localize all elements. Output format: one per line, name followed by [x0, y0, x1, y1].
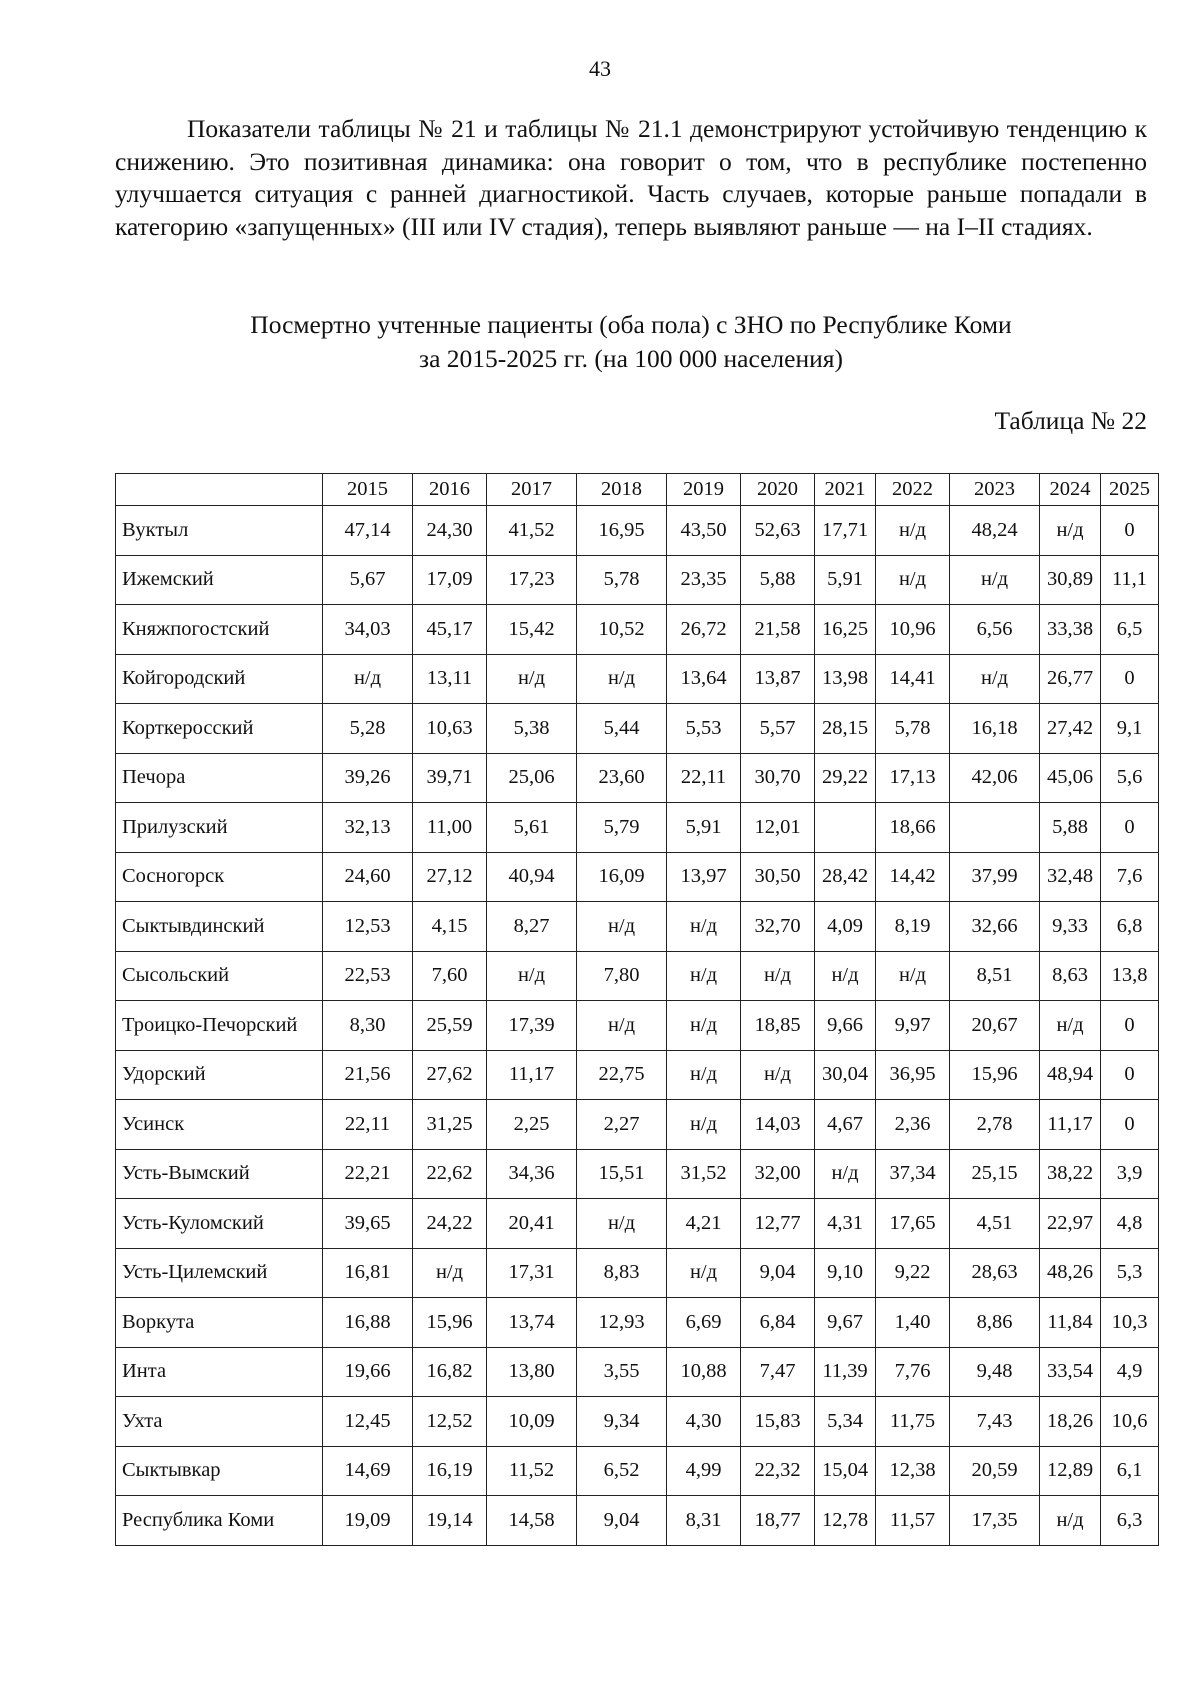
- value-cell: 11,57: [876, 1496, 950, 1546]
- value-cell: 41,52: [487, 506, 577, 556]
- value-cell: 9,34: [577, 1397, 667, 1447]
- value-cell: 26,77: [1040, 654, 1101, 704]
- value-cell: 11,00: [413, 803, 487, 853]
- value-cell: 7,76: [876, 1347, 950, 1397]
- value-cell: 37,99: [950, 852, 1040, 902]
- value-cell: 13,80: [487, 1347, 577, 1397]
- value-cell: 5,91: [667, 803, 741, 853]
- value-cell: 14,42: [876, 852, 950, 902]
- table-row: [116, 753, 1159, 803]
- value-cell: 34,03: [323, 605, 413, 655]
- value-cell: 15,51: [577, 1149, 667, 1199]
- region-name-cell: Республика Коми: [116, 1496, 323, 1546]
- value-cell: н/д: [667, 1050, 741, 1100]
- value-cell: 7,60: [413, 951, 487, 1001]
- value-cell: 45,17: [413, 605, 487, 655]
- header-cell-year: 2022: [876, 474, 950, 506]
- value-cell: 17,23: [487, 555, 577, 605]
- value-cell: 9,10: [815, 1248, 876, 1298]
- value-cell: 0: [1101, 654, 1159, 704]
- value-cell: 11,52: [487, 1446, 577, 1496]
- value-cell: 25,06: [487, 753, 577, 803]
- value-cell: 7,43: [950, 1397, 1040, 1447]
- value-cell: н/д: [577, 1001, 667, 1051]
- region-name-cell: Княжпогостский: [116, 605, 323, 655]
- table-row: [116, 852, 1159, 902]
- value-cell: 5,57: [741, 704, 815, 754]
- value-cell: 9,67: [815, 1298, 876, 1348]
- header-cell-year: 2021: [815, 474, 876, 506]
- value-cell: 16,81: [323, 1248, 413, 1298]
- value-cell: 48,26: [1040, 1248, 1101, 1298]
- value-cell: н/д: [577, 902, 667, 952]
- value-cell: 6,8: [1101, 902, 1159, 952]
- value-cell: 22,21: [323, 1149, 413, 1199]
- value-cell: 47,14: [323, 506, 413, 556]
- value-cell: 9,22: [876, 1248, 950, 1298]
- value-cell: 15,42: [487, 605, 577, 655]
- value-cell: 11,39: [815, 1347, 876, 1397]
- value-cell: 18,66: [876, 803, 950, 853]
- value-cell: 25,59: [413, 1001, 487, 1051]
- value-cell: 38,22: [1040, 1149, 1101, 1199]
- value-cell: н/д: [876, 555, 950, 605]
- value-cell: 4,9: [1101, 1347, 1159, 1397]
- value-cell: 9,97: [876, 1001, 950, 1051]
- region-name-cell: Койгородский: [116, 654, 323, 704]
- value-cell: 17,13: [876, 753, 950, 803]
- value-cell: 8,51: [950, 951, 1040, 1001]
- value-cell: 11,1: [1101, 555, 1159, 605]
- value-cell: 8,31: [667, 1496, 741, 1546]
- value-cell: 5,88: [741, 555, 815, 605]
- table-row: [116, 1050, 1159, 1100]
- value-cell: 4,09: [815, 902, 876, 952]
- value-cell: н/д: [1040, 1496, 1101, 1546]
- value-cell: 27,62: [413, 1050, 487, 1100]
- value-cell: 16,09: [577, 852, 667, 902]
- value-cell: н/д: [667, 951, 741, 1001]
- value-cell: 16,88: [323, 1298, 413, 1348]
- value-cell: 39,65: [323, 1199, 413, 1249]
- value-cell: 29,22: [815, 753, 876, 803]
- value-cell: 12,78: [815, 1496, 876, 1546]
- value-cell: 3,55: [577, 1347, 667, 1397]
- region-name-cell: Удорский: [116, 1050, 323, 1100]
- value-cell: 20,59: [950, 1446, 1040, 1496]
- value-cell: 42,06: [950, 753, 1040, 803]
- value-cell: 9,48: [950, 1347, 1040, 1397]
- value-cell: 21,56: [323, 1050, 413, 1100]
- value-cell: 18,85: [741, 1001, 815, 1051]
- table-row: [116, 951, 1159, 1001]
- value-cell: 52,63: [741, 506, 815, 556]
- table-row: [116, 555, 1159, 605]
- region-name-cell: Сыктывдинский: [116, 902, 323, 952]
- value-cell: 6,52: [577, 1446, 667, 1496]
- value-cell: 6,69: [667, 1298, 741, 1348]
- value-cell: 8,30: [323, 1001, 413, 1051]
- value-cell: 5,79: [577, 803, 667, 853]
- region-name-cell: Воркута: [116, 1298, 323, 1348]
- value-cell: 14,69: [323, 1446, 413, 1496]
- value-cell: 13,97: [667, 852, 741, 902]
- table-row: [116, 902, 1159, 952]
- header-cell-year: 2024: [1040, 474, 1101, 506]
- value-cell: 13,8: [1101, 951, 1159, 1001]
- value-cell: 10,6: [1101, 1397, 1159, 1447]
- value-cell: 5,44: [577, 704, 667, 754]
- table-title: [0, 308, 1200, 376]
- value-cell: н/д: [667, 1100, 741, 1150]
- value-cell: н/д: [487, 951, 577, 1001]
- value-cell: 16,18: [950, 704, 1040, 754]
- table-row: [116, 1248, 1159, 1298]
- value-cell: 14,41: [876, 654, 950, 704]
- value-cell: 18,26: [1040, 1397, 1101, 1447]
- value-cell: 17,09: [413, 555, 487, 605]
- value-cell: 32,70: [741, 902, 815, 952]
- value-cell: 32,00: [741, 1149, 815, 1199]
- region-name-cell: Усть-Вымский: [116, 1149, 323, 1199]
- value-cell: 27,12: [413, 852, 487, 902]
- value-cell: н/д: [667, 1248, 741, 1298]
- value-cell: 19,14: [413, 1496, 487, 1546]
- value-cell: 27,42: [1040, 704, 1101, 754]
- value-cell: 43,50: [667, 506, 741, 556]
- region-name-cell: Троицко-Печорский: [116, 1001, 323, 1051]
- value-cell: н/д: [667, 902, 741, 952]
- value-cell: 40,94: [487, 852, 577, 902]
- value-cell: 8,63: [1040, 951, 1101, 1001]
- page-number: 43: [589, 56, 611, 81]
- value-cell: 11,17: [487, 1050, 577, 1100]
- value-cell: н/д: [741, 1050, 815, 1100]
- value-cell: 14,58: [487, 1496, 577, 1546]
- value-cell: 8,86: [950, 1298, 1040, 1348]
- value-cell: 6,1: [1101, 1446, 1159, 1496]
- header-cell-year: 2023: [950, 474, 1040, 506]
- value-cell: 2,25: [487, 1100, 577, 1150]
- header-cell-year: 2018: [577, 474, 667, 506]
- value-cell: н/д: [577, 1199, 667, 1249]
- value-cell: 4,15: [413, 902, 487, 952]
- value-cell: 19,09: [323, 1496, 413, 1546]
- value-cell: 23,35: [667, 555, 741, 605]
- value-cell: н/д: [950, 555, 1040, 605]
- table-row: [116, 704, 1159, 754]
- value-cell: 28,63: [950, 1248, 1040, 1298]
- value-cell: н/д: [1040, 506, 1101, 556]
- value-cell: н/д: [876, 951, 950, 1001]
- value-cell: 5,34: [815, 1397, 876, 1447]
- value-cell: [815, 803, 876, 853]
- value-cell: н/д: [876, 506, 950, 556]
- table-title-line-2: за 2015-2025 гг. (на 100 000 населения): [419, 344, 843, 373]
- value-cell: 0: [1101, 803, 1159, 853]
- value-cell: 12,77: [741, 1199, 815, 1249]
- table-row: [116, 605, 1159, 655]
- table-header-row: [116, 474, 1159, 506]
- value-cell: 10,88: [667, 1347, 741, 1397]
- region-name-cell: Сосногорск: [116, 852, 323, 902]
- table-row: [116, 1496, 1159, 1546]
- value-cell: 2,36: [876, 1100, 950, 1150]
- value-cell: 11,84: [1040, 1298, 1101, 1348]
- value-cell: 19,66: [323, 1347, 413, 1397]
- value-cell: 13,11: [413, 654, 487, 704]
- value-cell: 48,24: [950, 506, 1040, 556]
- value-cell: 11,75: [876, 1397, 950, 1447]
- table-row: [116, 1446, 1159, 1496]
- value-cell: н/д: [815, 951, 876, 1001]
- value-cell: 15,96: [950, 1050, 1040, 1100]
- value-cell: [950, 803, 1040, 853]
- table-row: [116, 654, 1159, 704]
- value-cell: 3,9: [1101, 1149, 1159, 1199]
- value-cell: 4,67: [815, 1100, 876, 1150]
- value-cell: 18,77: [741, 1496, 815, 1546]
- header-cell-year: 2025: [1101, 474, 1159, 506]
- value-cell: 5,6: [1101, 753, 1159, 803]
- value-cell: 0: [1101, 506, 1159, 556]
- value-cell: 22,75: [577, 1050, 667, 1100]
- value-cell: 31,25: [413, 1100, 487, 1150]
- value-cell: 10,3: [1101, 1298, 1159, 1348]
- value-cell: 30,50: [741, 852, 815, 902]
- value-cell: 22,97: [1040, 1199, 1101, 1249]
- value-cell: 4,21: [667, 1199, 741, 1249]
- value-cell: 20,67: [950, 1001, 1040, 1051]
- value-cell: 17,65: [876, 1199, 950, 1249]
- region-name-cell: Усть-Куломский: [116, 1199, 323, 1249]
- value-cell: 5,28: [323, 704, 413, 754]
- value-cell: н/д: [741, 951, 815, 1001]
- value-cell: 39,26: [323, 753, 413, 803]
- region-name-cell: Ижемский: [116, 555, 323, 605]
- value-cell: 13,64: [667, 654, 741, 704]
- table-row: [116, 1347, 1159, 1397]
- value-cell: 0: [1101, 1100, 1159, 1150]
- value-cell: 17,35: [950, 1496, 1040, 1546]
- table-row: [116, 1397, 1159, 1447]
- value-cell: 7,6: [1101, 852, 1159, 902]
- value-cell: 13,74: [487, 1298, 577, 1348]
- value-cell: 21,58: [741, 605, 815, 655]
- header-cell-region: [116, 474, 323, 506]
- value-cell: н/д: [577, 654, 667, 704]
- value-cell: 15,83: [741, 1397, 815, 1447]
- region-name-cell: Инта: [116, 1347, 323, 1397]
- value-cell: 4,30: [667, 1397, 741, 1447]
- value-cell: 26,72: [667, 605, 741, 655]
- value-cell: 6,56: [950, 605, 1040, 655]
- value-cell: 24,30: [413, 506, 487, 556]
- region-name-cell: Корткеросский: [116, 704, 323, 754]
- header-cell-year: 2020: [741, 474, 815, 506]
- value-cell: 0: [1101, 1050, 1159, 1100]
- value-cell: 1,40: [876, 1298, 950, 1348]
- value-cell: 22,11: [323, 1100, 413, 1150]
- value-cell: 11,17: [1040, 1100, 1101, 1150]
- region-name-cell: Ухта: [116, 1397, 323, 1447]
- value-cell: 39,71: [413, 753, 487, 803]
- value-cell: 17,39: [487, 1001, 577, 1051]
- value-cell: 32,66: [950, 902, 1040, 952]
- value-cell: 8,19: [876, 902, 950, 952]
- value-cell: 5,53: [667, 704, 741, 754]
- value-cell: н/д: [667, 1001, 741, 1051]
- value-cell: 0: [1101, 1001, 1159, 1051]
- value-cell: 25,15: [950, 1149, 1040, 1199]
- value-cell: 5,88: [1040, 803, 1101, 853]
- value-cell: 16,19: [413, 1446, 487, 1496]
- value-cell: 14,03: [741, 1100, 815, 1150]
- value-cell: н/д: [1040, 1001, 1101, 1051]
- value-cell: н/д: [815, 1149, 876, 1199]
- value-cell: 22,62: [413, 1149, 487, 1199]
- value-cell: 7,47: [741, 1347, 815, 1397]
- value-cell: 36,95: [876, 1050, 950, 1100]
- header-cell-year: 2015: [323, 474, 413, 506]
- table-row: [116, 1298, 1159, 1348]
- value-cell: 15,96: [413, 1298, 487, 1348]
- header-cell-year: 2019: [667, 474, 741, 506]
- value-cell: 5,61: [487, 803, 577, 853]
- value-cell: 12,52: [413, 1397, 487, 1447]
- table-title-line-1: Посмертно учтенные пациенты (оба пола) с ЗНО по Республике Коми: [250, 310, 1012, 339]
- value-cell: 12,53: [323, 902, 413, 952]
- value-cell: 33,38: [1040, 605, 1101, 655]
- table-row: [116, 1100, 1159, 1150]
- value-cell: 10,09: [487, 1397, 577, 1447]
- body-paragraph: Показатели таблицы № 21 и таблицы № 21.1 демонстрируют устойчивую тенденцию к снижению. Это позитивная динамика: она говорит о том, что в республике постепенно улучшается ситуация с ранней диагностикой. Часть случаев, которые раньше попадали в категорию «запущенных» (III или IV стадия), теперь выявляют раньше — на I–II стадиях.: [115, 114, 1147, 241]
- value-cell: 37,34: [876, 1149, 950, 1199]
- value-cell: 8,83: [577, 1248, 667, 1298]
- value-cell: н/д: [487, 654, 577, 704]
- value-cell: 12,89: [1040, 1446, 1101, 1496]
- value-cell: 20,41: [487, 1199, 577, 1249]
- value-cell: 15,04: [815, 1446, 876, 1496]
- value-cell: 6,5: [1101, 605, 1159, 655]
- value-cell: 12,45: [323, 1397, 413, 1447]
- table-row: [116, 1149, 1159, 1199]
- value-cell: 5,38: [487, 704, 577, 754]
- value-cell: 13,87: [741, 654, 815, 704]
- region-name-cell: Усть-Цилемский: [116, 1248, 323, 1298]
- value-cell: 10,96: [876, 605, 950, 655]
- value-cell: 33,54: [1040, 1347, 1101, 1397]
- value-cell: 30,70: [741, 753, 815, 803]
- value-cell: 7,80: [577, 951, 667, 1001]
- value-cell: н/д: [950, 654, 1040, 704]
- region-name-cell: Прилузский: [116, 803, 323, 853]
- value-cell: 24,60: [323, 852, 413, 902]
- value-cell: 12,01: [741, 803, 815, 853]
- table-row: [116, 803, 1159, 853]
- value-cell: 5,91: [815, 555, 876, 605]
- table-number-label: Таблица № 22: [994, 406, 1147, 435]
- value-cell: 5,3: [1101, 1248, 1159, 1298]
- value-cell: 10,52: [577, 605, 667, 655]
- table-row: [116, 1001, 1159, 1051]
- value-cell: 9,33: [1040, 902, 1101, 952]
- value-cell: 48,94: [1040, 1050, 1101, 1100]
- value-cell: 6,84: [741, 1298, 815, 1348]
- value-cell: 22,11: [667, 753, 741, 803]
- value-cell: 4,51: [950, 1199, 1040, 1249]
- value-cell: 9,04: [577, 1496, 667, 1546]
- value-cell: 17,71: [815, 506, 876, 556]
- header-cell-year: 2016: [413, 474, 487, 506]
- value-cell: 30,04: [815, 1050, 876, 1100]
- region-name-cell: Печора: [116, 753, 323, 803]
- value-cell: 24,22: [413, 1199, 487, 1249]
- value-cell: 8,27: [487, 902, 577, 952]
- data-table: [115, 473, 1159, 1546]
- value-cell: 22,53: [323, 951, 413, 1001]
- table-row: [116, 1199, 1159, 1249]
- header-cell-year: 2017: [487, 474, 577, 506]
- value-cell: 12,93: [577, 1298, 667, 1348]
- value-cell: 16,25: [815, 605, 876, 655]
- region-name-cell: Сысольский: [116, 951, 323, 1001]
- value-cell: 16,95: [577, 506, 667, 556]
- value-cell: 9,66: [815, 1001, 876, 1051]
- value-cell: 16,82: [413, 1347, 487, 1397]
- value-cell: 32,13: [323, 803, 413, 853]
- value-cell: 23,60: [577, 753, 667, 803]
- value-cell: 2,27: [577, 1100, 667, 1150]
- value-cell: 10,63: [413, 704, 487, 754]
- value-cell: 17,31: [487, 1248, 577, 1298]
- value-cell: н/д: [323, 654, 413, 704]
- value-cell: 5,67: [323, 555, 413, 605]
- region-name-cell: Усинск: [116, 1100, 323, 1150]
- value-cell: 6,3: [1101, 1496, 1159, 1546]
- value-cell: 13,98: [815, 654, 876, 704]
- value-cell: 31,52: [667, 1149, 741, 1199]
- value-cell: 2,78: [950, 1100, 1040, 1150]
- region-name-cell: Сыктывкар: [116, 1446, 323, 1496]
- value-cell: 30,89: [1040, 555, 1101, 605]
- value-cell: 45,06: [1040, 753, 1101, 803]
- value-cell: 5,78: [577, 555, 667, 605]
- value-cell: 28,15: [815, 704, 876, 754]
- value-cell: 4,8: [1101, 1199, 1159, 1249]
- table-row: [116, 506, 1159, 556]
- value-cell: 9,04: [741, 1248, 815, 1298]
- value-cell: 12,38: [876, 1446, 950, 1496]
- region-name-cell: Вуктыл: [116, 506, 323, 556]
- value-cell: 9,1: [1101, 704, 1159, 754]
- value-cell: 28,42: [815, 852, 876, 902]
- value-cell: 32,48: [1040, 852, 1101, 902]
- value-cell: н/д: [413, 1248, 487, 1298]
- value-cell: 4,99: [667, 1446, 741, 1496]
- value-cell: 22,32: [741, 1446, 815, 1496]
- value-cell: 34,36: [487, 1149, 577, 1199]
- value-cell: 5,78: [876, 704, 950, 754]
- value-cell: 4,31: [815, 1199, 876, 1249]
